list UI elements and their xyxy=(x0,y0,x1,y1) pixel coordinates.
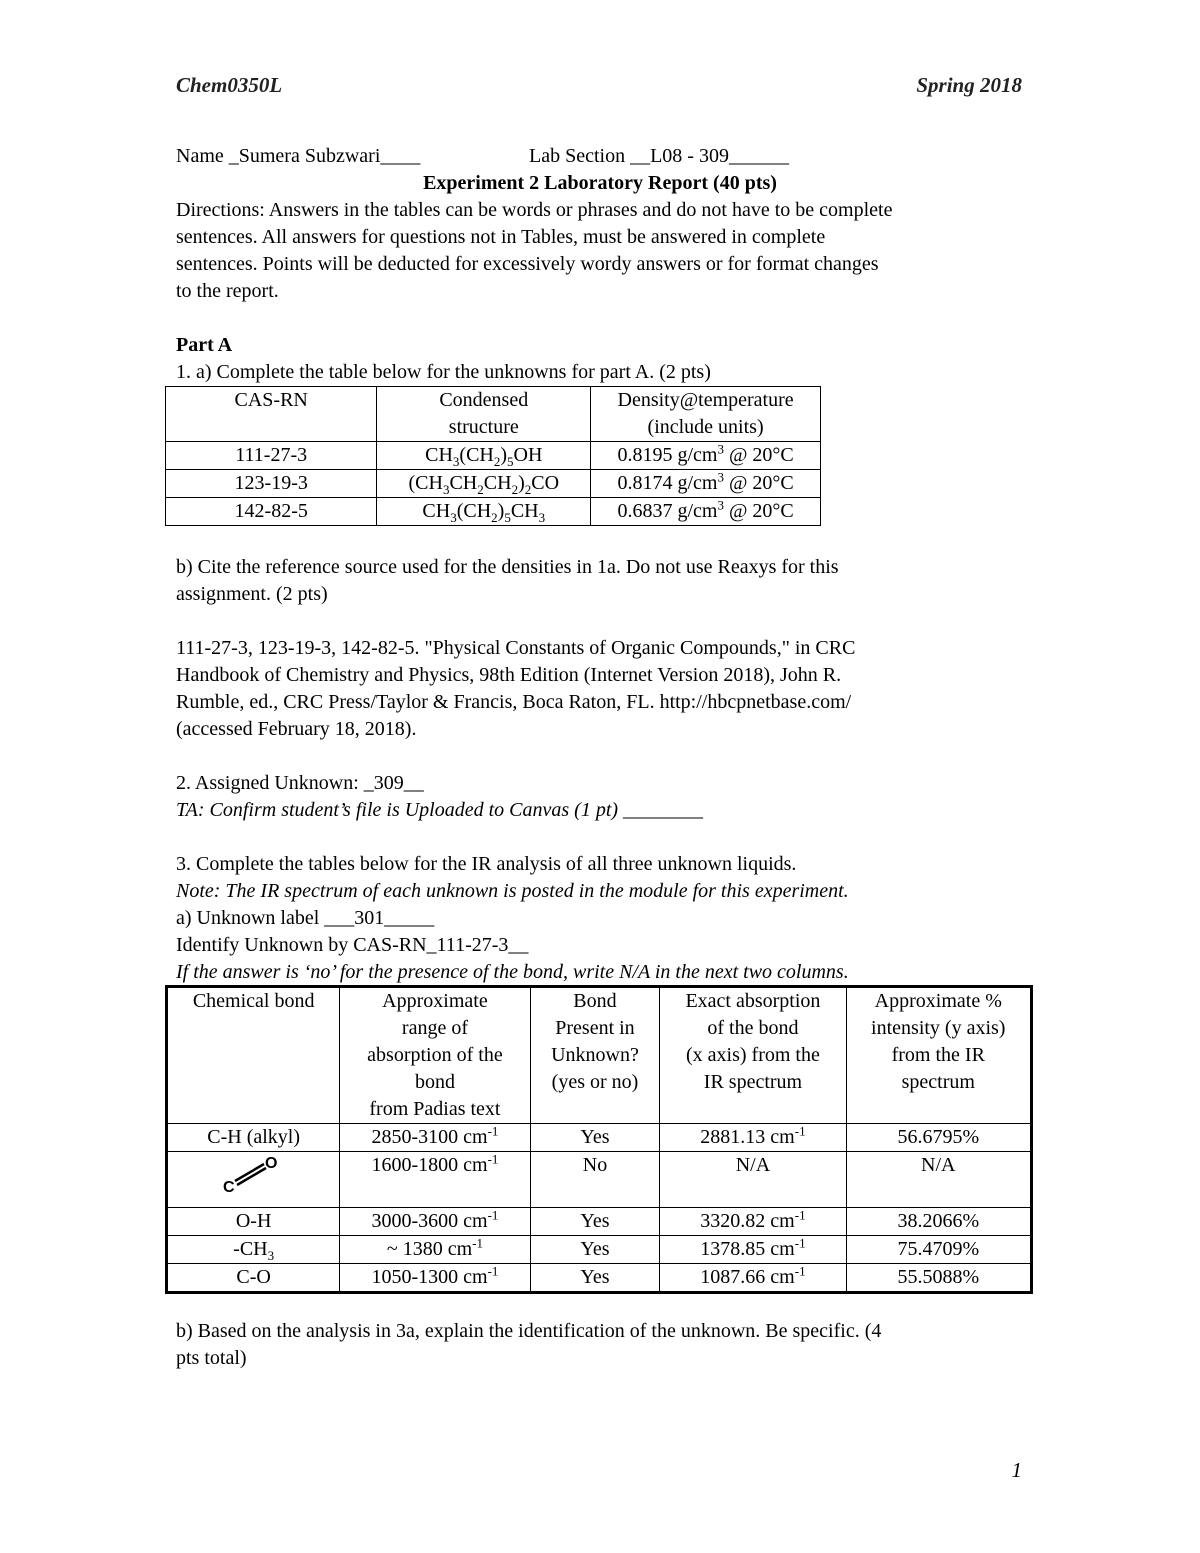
lab-section: Lab Section __L08 - 309______ xyxy=(529,145,789,167)
ir-analysis-table xyxy=(165,985,1033,1294)
present-cell: Yes xyxy=(530,1236,660,1264)
directions-line-3: sentences. Points will be deducted for excessively wordy answers or for format changes xyxy=(176,253,879,275)
range-cell: 1050-1300 $cm^{-1}$ xyxy=(340,1264,530,1293)
header-approx-intensity: Approximate % intensity (y axis) from the IR spectrum xyxy=(846,987,1031,1124)
identify-unknown: Identify Unknown by CAS-RN_111-27-3__ xyxy=(176,934,529,956)
cas-rn-cell: 123-19-3 xyxy=(166,470,377,498)
intensity-cell: N/A xyxy=(846,1152,1031,1208)
intensity-cell: 56.6795% xyxy=(846,1124,1031,1152)
question-3: 3. Complete the tables below for the IR analysis of all three unknown liquids. xyxy=(176,853,797,875)
header-exact-absorption: Exact absorption of the bond (x axis) from the IR spectrum xyxy=(660,987,846,1124)
table-row xyxy=(167,1124,1032,1152)
page-number: 1 xyxy=(1011,1458,1022,1482)
header-density: Density@temperature (include units) xyxy=(591,387,821,442)
carbonyl-structure-icon xyxy=(219,1152,289,1192)
svg-text:C: C xyxy=(222,1179,235,1192)
table-row xyxy=(166,470,821,498)
structure-cell: $CH_3(CH_2)_5OH$ xyxy=(377,442,591,470)
density-cell: 0.8195 $g/cm^3$ @ 20°C xyxy=(591,442,821,470)
exact-cell: 1087.66 $cm^{-1}$ xyxy=(660,1264,846,1293)
table-row xyxy=(167,1208,1032,1236)
table-row xyxy=(167,1152,1032,1208)
student-name: Name _Sumera Subzwari____ xyxy=(176,145,421,167)
intensity-cell: 75.4709% xyxy=(846,1236,1031,1264)
question-3b-line-2: pts total) xyxy=(176,1347,247,1369)
unknown-label: a) Unknown label ___301_____ xyxy=(176,907,435,929)
bond-cell: C-O xyxy=(167,1264,340,1293)
assigned-unknown: 2. Assigned Unknown: _309__ xyxy=(176,772,424,794)
table-row xyxy=(167,1236,1032,1264)
intensity-cell: 55.5088% xyxy=(846,1264,1031,1293)
density-cell: 0.8174 $g/cm^3$ @ 20°C xyxy=(591,470,821,498)
ta-confirmation: TA: Confirm student’s file is Uploaded to Canvas (1 pt) ________ xyxy=(176,799,704,821)
bond-cell: O-H xyxy=(167,1208,340,1236)
present-cell: No xyxy=(530,1152,660,1208)
bond-cell xyxy=(167,1152,340,1208)
table-row xyxy=(166,442,821,470)
table-row xyxy=(166,498,821,526)
header-cas-rn: CAS-RN xyxy=(166,387,377,442)
present-cell: Yes xyxy=(530,1124,660,1152)
question-1a: 1. a) Complete the table below for the unknowns for part A. (2 pts) xyxy=(176,361,711,383)
term: Spring 2018 xyxy=(916,73,1022,97)
directions-line-1: Directions: Answers in the tables can be words or phrases and do not have to be complete xyxy=(176,199,893,221)
question-3b-line-1: b) Based on the analysis in 3a, explain the identification of the unknown. Be specific. (4 xyxy=(176,1320,882,1342)
question-1b-line-2: assignment. (2 pts) xyxy=(176,583,328,605)
svg-text:O: O xyxy=(264,1155,278,1172)
question-1b-line-1: b) Cite the reference source used for the densities in 1a. Do not use Reaxys for this xyxy=(176,556,839,578)
directions-line-2: sentences. All answers for questions not in Tables, must be answered in complete xyxy=(176,226,826,248)
header-chemical-bond: Chemical bond xyxy=(167,987,340,1124)
bond-cell: C-H (alkyl) xyxy=(167,1124,340,1152)
header-bond-present: Bond Present in Unknown? (yes or no) xyxy=(530,987,660,1124)
course-code: Chem0350L xyxy=(176,73,283,97)
table-row xyxy=(167,1264,1032,1293)
bond-cell: $-CH_3$ xyxy=(167,1236,340,1264)
header-condensed-structure: Condensed structure xyxy=(377,387,591,442)
density-cell: 0.6837 $g/cm^3$ @ 20°C xyxy=(591,498,821,526)
cas-rn-cell: 142-82-5 xyxy=(166,498,377,526)
header-approx-range: Approximate range of absorption of the bond from Padias text xyxy=(340,987,530,1124)
directions-line-4: to the report. xyxy=(176,280,279,302)
citation-line-4: (accessed February 18, 2018). xyxy=(176,718,417,740)
part-a-heading: Part A xyxy=(176,334,233,356)
citation-line-1: 111-27-3, 123-19-3, 142-82-5. "Physical Constants of Organic Compounds," in CRC xyxy=(176,637,856,659)
report-title: Experiment 2 Laboratory Report (40 pts) xyxy=(423,172,777,194)
structure-cell: $(CH_3CH_2CH_2)_2CO$ xyxy=(377,470,591,498)
structure-cell: $CH_3(CH_2)_5CH_3$ xyxy=(377,498,591,526)
density-table xyxy=(165,386,821,526)
intensity-cell: 38.2066% xyxy=(846,1208,1031,1236)
present-cell: Yes xyxy=(530,1264,660,1293)
exact-cell: 3320.82 $cm^{-1}$ xyxy=(660,1208,846,1236)
cas-rn-cell: 111-27-3 xyxy=(166,442,377,470)
exact-cell: 2881.13 $cm^{-1}$ xyxy=(660,1124,846,1152)
table-instruction: If the answer is ‘no’ for the presence of the bond, write N/A in the next two columns. xyxy=(176,961,849,983)
citation-line-2: Handbook of Chemistry and Physics, 98th Edition (Internet Version 2018), John R. xyxy=(176,664,842,686)
range-cell: 3000-3600 $cm^{-1}$ xyxy=(340,1208,530,1236)
range-cell: 2850-3100 $cm^{-1}$ xyxy=(340,1124,530,1152)
range-cell: 1600-1800 $cm^{-1}$ xyxy=(340,1152,530,1208)
citation-line-3: Rumble, ed., CRC Press/Taylor & Francis, Boca Raton, FL. http://hbcpnetbase.com/ xyxy=(176,691,852,713)
density-table-header xyxy=(166,387,821,442)
exact-cell: 1378.85 $cm^{-1}$ xyxy=(660,1236,846,1264)
present-cell: Yes xyxy=(530,1208,660,1236)
range-cell: ~ 1380 $cm^{-1}$ xyxy=(340,1236,530,1264)
ir-table-header xyxy=(167,987,1032,1124)
exact-cell: N/A xyxy=(660,1152,846,1208)
question-3-note: Note: The IR spectrum of each unknown is posted in the module for this experiment. xyxy=(176,880,849,902)
